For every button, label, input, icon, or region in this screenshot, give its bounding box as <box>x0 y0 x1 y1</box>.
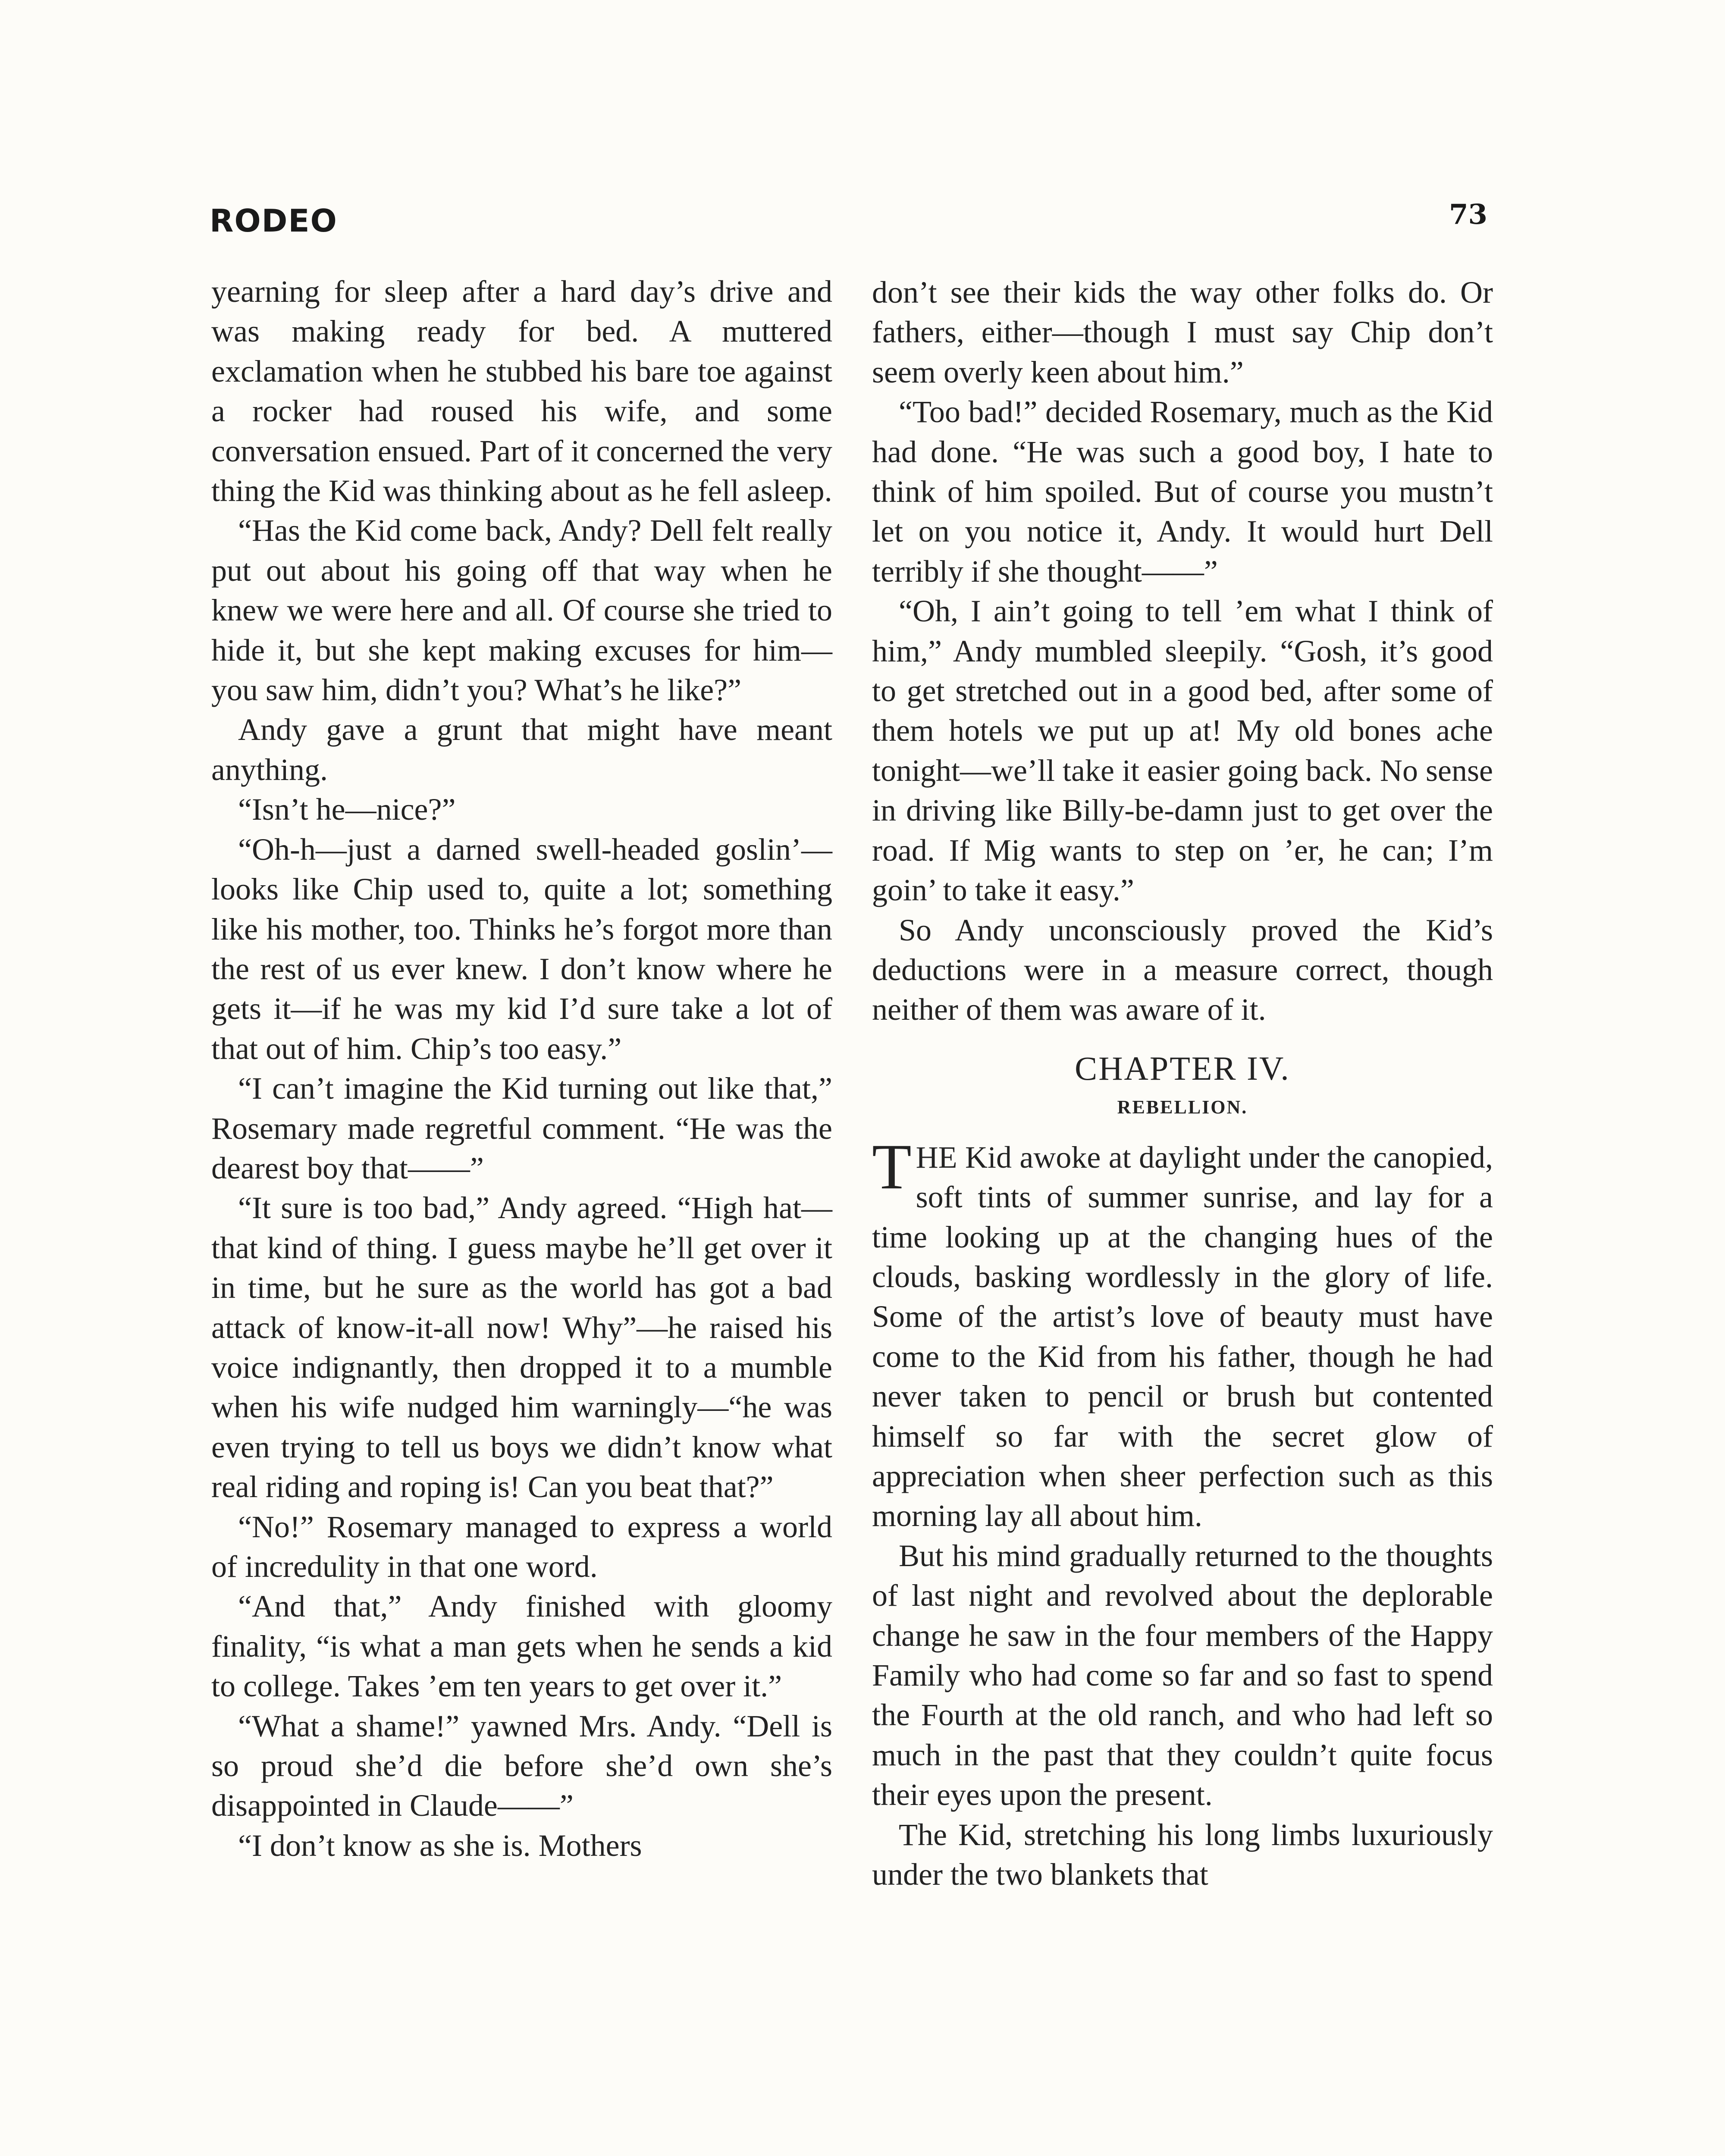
chapter-title: CHAPTER IV. <box>1075 1049 1290 1087</box>
paragraph: But his mind gradually returned to the thoughts of last night and revolved about the deplorable change he saw in the four members of the Happy Family who had come so far and so fast to spend the Fourth at the old ranch, and who had left so much in the past that they couldn’t quite focus their eyes upon the present. <box>872 1538 1493 1812</box>
paragraph: “I don’t know as she is. Mothers <box>238 1828 642 1863</box>
page-number: 73 <box>1449 198 1488 231</box>
paragraph: “Oh-h—just a darned swell-headed goslin’—looks like Chip used to, quite a lot; something like his mother, too. Thinks he’s forgot more than the rest of us ever knew. I don’t know where he gets it—if he was my kid I’d sure take a lot of that out of him. Chip’s too easy.” <box>211 832 832 1066</box>
paragraph: So Andy unconsciously proved the Kid’s deductions were in a measure correct, though neither of them was aware of it. <box>872 912 1493 1027</box>
running-head-title: RODEO <box>210 203 338 239</box>
paragraph: “Oh, I ain’t going to tell ’em what I think of him,” Andy mumbled sleepily. “Gosh, it’s good to get stretched out in a good bed, after some of them hotels we put up at! My old bones ache tonight—we’ll take it easier going back. No sense in driving like Billy-be-damn just to get over the road. If Mig wants to step on ’er, he can; I’m goin’ to take it easy.” <box>872 594 1493 908</box>
paragraph: “What a shame!” yawned Mrs. Andy. “Dell is so proud she’d die before she’d own she’s disappointed in Claude——” <box>211 1708 832 1823</box>
paragraph: yearning for sleep after a hard day’s drive and was making ready for bed. A muttered exclamation when he stubbed his bare toe against a rocker had roused his wife, and some conversation ensued. Part of it concerned the very thing the Kid was thinking about as he fell asleep. <box>211 274 832 508</box>
paragraph: The Kid, stretching his long limbs luxuriously under the two blankets that <box>872 1817 1493 1892</box>
left-column <box>211 272 832 1865</box>
drop-cap: T <box>872 1131 912 1203</box>
paragraph: “Too bad!” decided Rosemary, much as the Kid had done. “He was such a good boy, I hate to think of him spoiled. But of course you mustn’t let on you notice it, Andy. It would hurt Dell terribly if she thought——” <box>872 395 1493 589</box>
paragraph-text: HE Kid awoke at daylight under the canopied, soft tints of summer sunrise, and lay for a time looking up at the changing hues of the clouds, basking wordlessly in the glory of life. Some of the artist’s love of beauty must have come to the Kid from his father, though he had never taken to pencil or brush but contented himself so far with the secret glow of appreciation when sheer perfection such as this morning lay all about him. <box>872 1140 1493 1533</box>
paragraph: “I can’t imagine the Kid turning out like that,” Rosemary made regretful comment. “He was the dearest boy that——” <box>211 1071 832 1185</box>
right-column <box>872 273 1493 1894</box>
paragraph: “Has the Kid come back, Andy? Dell felt really put out about his going off that way when he knew we were here and all. Of course she tried to hide it, but she kept making excuses for him—you saw him, didn’t you? What’s he like?” <box>211 513 832 708</box>
chapter-opening-paragraph <box>872 1131 1493 1536</box>
chapter-subtitle: REBELLION. <box>1117 1096 1248 1118</box>
paragraph: don’t see their kids the way other folks do. Or fathers, either—though I must say Chip don’t seem overly keen about him.” <box>872 275 1493 389</box>
paragraph: “It sure is too bad,” Andy agreed. “High hat—that kind of thing. I guess maybe he’ll get over it in time, but he sure as the world has got a bad attack of know-it-all now! Why”—he raised his voice indignantly, then dropped it to a mumble when his wife nudged him warningly—“he was even trying to tell us boys we didn’t know what real riding and roping is! Can you beat that?” <box>211 1191 832 1504</box>
paragraph: “No!” Rosemary managed to express a world of incredulity in that one word. <box>211 1509 832 1584</box>
paragraph: Andy gave a grunt that might have meant anything. <box>211 712 832 787</box>
paragraph: “Isn’t he—nice?” <box>238 792 456 827</box>
paragraph: “And that,” Andy finished with gloomy finality, “is what a man gets when he sends a kid to college. Takes ’em ten years to get over it.” <box>211 1589 832 1704</box>
